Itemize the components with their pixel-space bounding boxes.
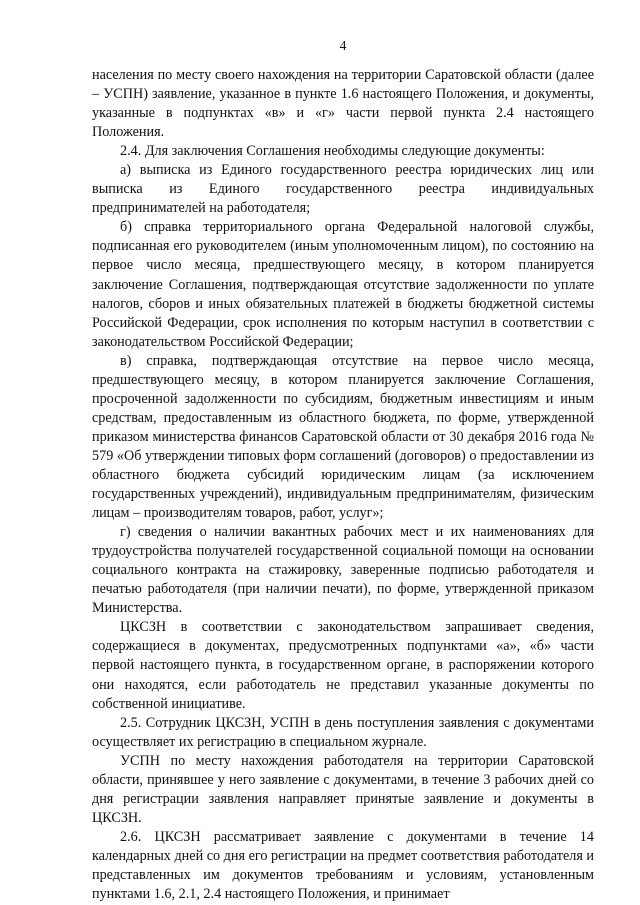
paragraph-continuation: населения по месту своего нахождения на территории Саратовской области (далее – УСПН) заявление, указанное в пункте 1.6 настоящего Положения, и документы, указанные в подпунктах «в» и «г» части первой пункта 2.4 настоящего Положения. <box>92 67 594 141</box>
paragraph-subclause-v: в) справка, подтверждающая отсутствие на первое число месяца, предшествующего месяцу, в котором планируется заключение Соглашения, просроченной задолженности по субсидиям, бюджетным инвестициям и иным средствам, предоставленным из областного бюджета, по форме, утвержденной приказом министерства финансов Саратовской области от 30 декабря 2016 года № 579 «Об утверждении типовых форм соглашений (договоров) о предоставлении из областного бюджета субсидий юридическим лицам (за исключением государственных учреждений), индивидуальным предпринимателям, физическим лицам – производителям товаров, работ, услуг»; <box>92 352 594 522</box>
document-body <box>92 66 594 904</box>
paragraph-subclause-a: а) выписка из Единого государственного реестра юридических лиц или выписка из Единого государственного реестра индивидуальных предпринимателей на работодателя; <box>92 162 594 217</box>
paragraph-clause-2-4: 2.4. Для заключения Соглашения необходимы следующие документы: <box>120 143 545 160</box>
paragraph-clause-2-5: 2.5. Сотрудник ЦКСЗН, УСПН в день поступления заявления с документами осуществляет их регистрацию в специальном журнале. <box>92 714 594 750</box>
page-number: 4 <box>339 38 347 53</box>
paragraph-ckszn-request: ЦКСЗН в соответствии с законодательством запрашивает сведения, содержащиеся в документах, предусмотренных подпунктами «а», «б» части первой настоящего пункта, в государственном органе, в распоряжении которого они находятся, если работодатель не представил указанные документы по собственной инициативе. <box>92 619 594 712</box>
paragraph-subclause-b: б) справка территориального органа Федеральной налоговой службы, подписанная его руководителем (иным уполномоченным лицом), по состоянию на первое число месяца, предшествующего месяцу, в котором планируется заключение Соглашения, подтверждающая отсутствие задолженности по уплате налогов, сборов и иных обязательных платежей в бюджеты бюджетной системы Российской Федерации, срок исполнения по которым наступил в соответствии с законодательством Российской Федерации; <box>92 219 594 350</box>
paragraph-uspn-forwarding: УСПН по месту нахождения работодателя на территории Саратовской области, принявшее у него заявление с документами, в течение 3 рабочих дней со дня регистрации заявления направляет принятые заявление и документы в ЦКСЗН. <box>92 752 594 826</box>
document-page <box>92 0 594 905</box>
paragraph-clause-2-6: 2.6. ЦКСЗН рассматривает заявление с документами в течение 14 календарных дней со дня его регистрации на предмет соответствия работодателя и представленных им документов требованиям и условиям, установленным пунктами 1.6, 2.1, 2.4 настоящего Положения, и принимает <box>92 828 594 903</box>
paragraph-subclause-g: г) сведения о наличии вакантных рабочих мест и их наименованиях для трудоустройства получателей государственной социальной помощи на основании социального контракта на стажировку, заверенные подписью работодателя и печатью работодателя (при наличии печати), по форме, утвержденной приказом Министерства. <box>92 524 594 617</box>
